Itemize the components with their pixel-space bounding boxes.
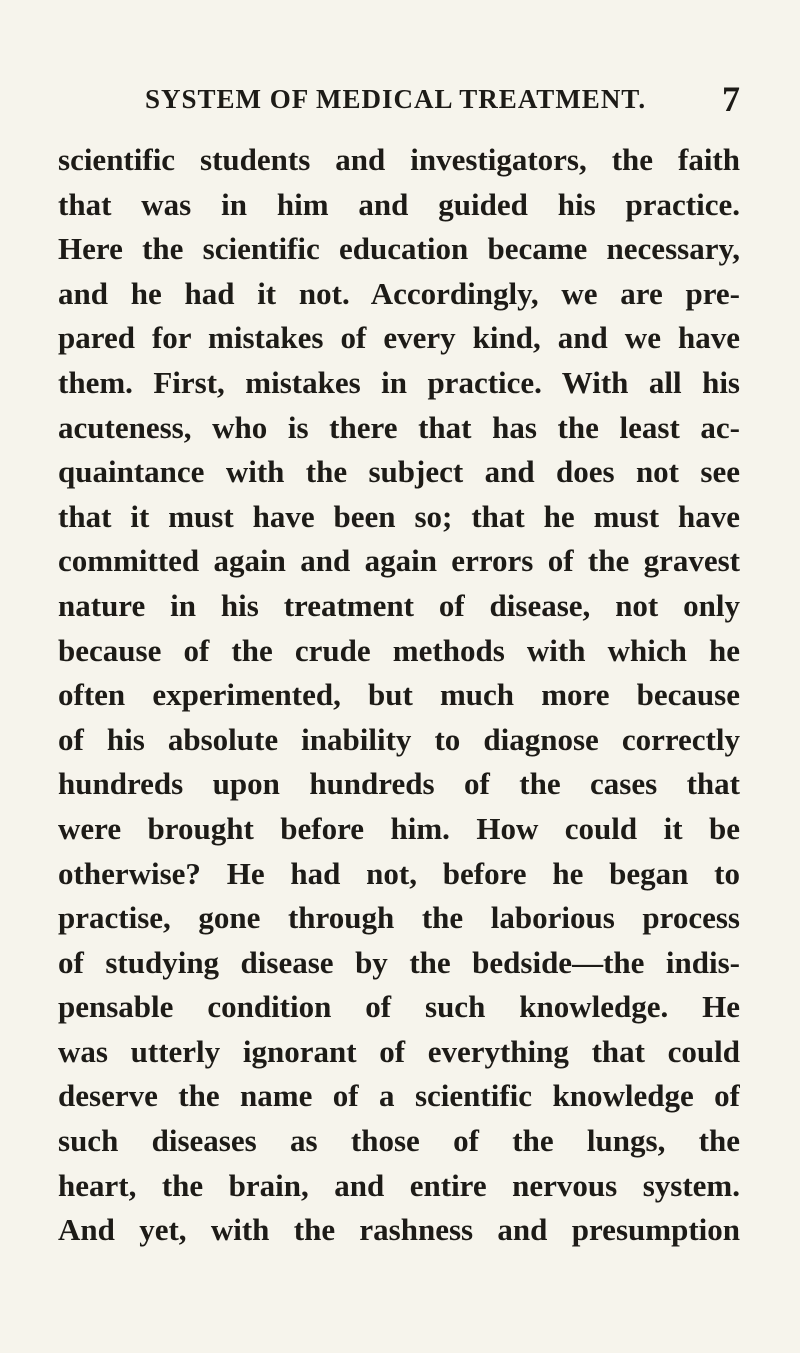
text-line: pensable condition of such knowledge. He: [58, 989, 740, 1025]
text-line: and he had it not. Accordingly, we are pre-: [58, 275, 740, 311]
text-line: hundreds upon hundreds of the cases that: [58, 766, 740, 802]
text-line: otherwise? He had not, before he began to: [58, 855, 740, 891]
text-line: often experimented, but much more because: [58, 677, 740, 713]
text-line: nature in his treatment of disease, not only: [58, 587, 740, 623]
text-line: Here the scientific education became necessary,: [58, 231, 740, 267]
body-text: [58, 138, 740, 1253]
text-line: of his absolute inability to diagnose correctly: [58, 721, 740, 757]
text-line: pared for mistakes of every kind, and we have: [58, 320, 740, 356]
text-line: And yet, with the rashness and presumption: [58, 1212, 740, 1248]
text-line: that was in him and guided his practice.: [58, 186, 740, 222]
running-head: [145, 80, 740, 120]
text-line: committed again and again errors of the gravest: [58, 543, 740, 579]
text-line: of studying disease by the bedside—the indis-: [58, 944, 740, 980]
running-title: SYSTEM OF MEDICAL TREATMENT.: [145, 84, 647, 114]
text-line: deserve the name of a scientific knowledge of: [58, 1078, 740, 1114]
text-line: acuteness, who is there that has the least ac-: [58, 409, 740, 445]
text-line: quaintance with the subject and does not see: [58, 454, 740, 490]
text-line: because of the crude methods with which he: [58, 632, 740, 668]
text-line: them. First, mistakes in practice. With all his: [58, 364, 740, 400]
text-line: heart, the brain, and entire nervous system.: [58, 1167, 740, 1203]
text-line: were brought before him. How could it be: [58, 810, 740, 846]
text-line: such diseases as those of the lungs, the: [58, 1123, 740, 1159]
text-line: scientific students and investigators, the faith: [58, 142, 740, 177]
text-line: practise, gone through the laborious process: [58, 900, 740, 936]
text-line: that it must have been so; that he must have: [58, 498, 740, 534]
text-line: was utterly ignorant of everything that could: [58, 1033, 740, 1069]
page-number: 7: [722, 79, 740, 119]
